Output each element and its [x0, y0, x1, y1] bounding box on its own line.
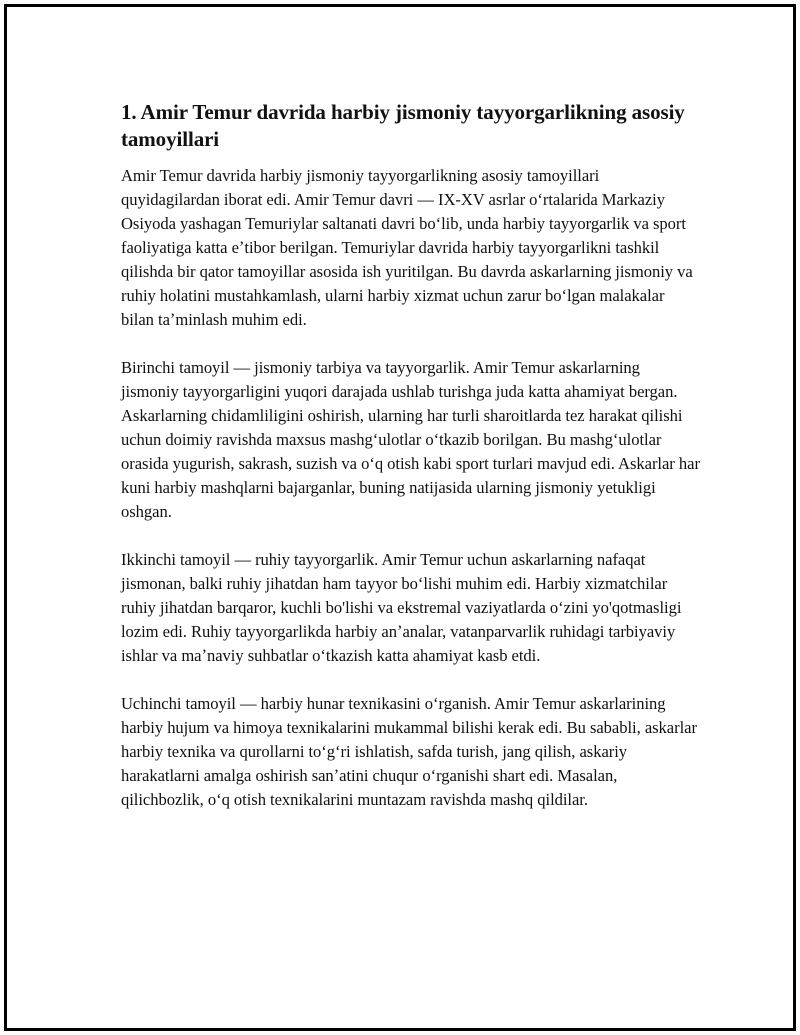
- paragraph-second-principle: Ikkinchi tamoyil — ruhiy tayyorgarlik. Amir Temur uchun askarlarning nafaqat jismonan, balki ruhiy jihatdan ham tayyor boʻlishi muhim edi. Harbiy xizmatchilar ruhiy jihatdan barqaror, kuchli bo'lishi va ekstremal vaziyatlarda oʻzini yo'qotmasligi lozim edi. Ruhiy tayyorgarlikda harbiy anʼanalar, vatanparvarlik ruhidagi tarbiyaviy ishlar va maʼnaviy suhbatlar oʻtkazish katta ahamiyat kasb etdi.: [121, 550, 682, 665]
- document-page: [4, 4, 796, 1031]
- paragraph-first-principle: Birinchi tamoyil — jismoniy tarbiya va tayyorgarlik. Amir Temur askarlarning jismoniy tayyorgarligini yuqori darajada ushlab turishga juda katta ahamiyat bergan. Askarlarning chidamliligini oshirish, ularning har turli sharoitlarda tez harakat qilishi uchun doimiy ravishda maxsus mashgʻulotlar oʻtkazib borilgan. Bu mashgʻulotlar orasida yugurish, sakrash, suzish va oʻq otish kabi sport turlari mavjud edi. Askarlar har kuni harbiy mashqlarni bajarganlar, buning natijasida ularning jismoniy yetukligi oshgan.: [121, 358, 700, 521]
- paragraph-intro: Amir Temur davrida harbiy jismoniy tayyorgarlikning asosiy tamoyillari quyidagilardan iborat edi. Amir Temur davri — IX-XV asrlar oʻrtalarida Markaziy Osiyoda yashagan Temuriylar saltanati davri boʻlib, unda harbiy tayyorgarlik va sport faoliyatiga katta eʼtibor berilgan. Temuriylar davrida harbiy tayyorgarlikni tashkil qilishda bir qator tamoyillar asosida ish yuritilgan. Bu davrda askarlarning jismoniy va ruhiy holatini mustahkamlash, ularni harbiy xizmat uchun zarur boʻlgan malakalar bilan taʼminlash muhim edi.: [121, 166, 693, 329]
- section-heading: 1. Amir Temur davrida harbiy jismoniy tayyorgarlikning asosiy tamoyillari: [121, 100, 685, 151]
- document-body: [121, 99, 701, 836]
- paragraph-third-principle: Uchinchi tamoyil — harbiy hunar texnikasini oʻrganish. Amir Temur askarlarining harbiy hujum va himoya texnikalarini mukammal bilishi kerak edi. Bu sababli, askarlar harbiy texnika va qurollarni toʻgʻri ishlatish, safda turish, jang qilish, askariy harakatlarni amalga oshirish sanʼatini chuqur oʻrganishi shart edi. Masalan, qilichbozlik, oʻq otish texnikalarini muntazam ravishda mashq qildilar.: [121, 694, 697, 809]
